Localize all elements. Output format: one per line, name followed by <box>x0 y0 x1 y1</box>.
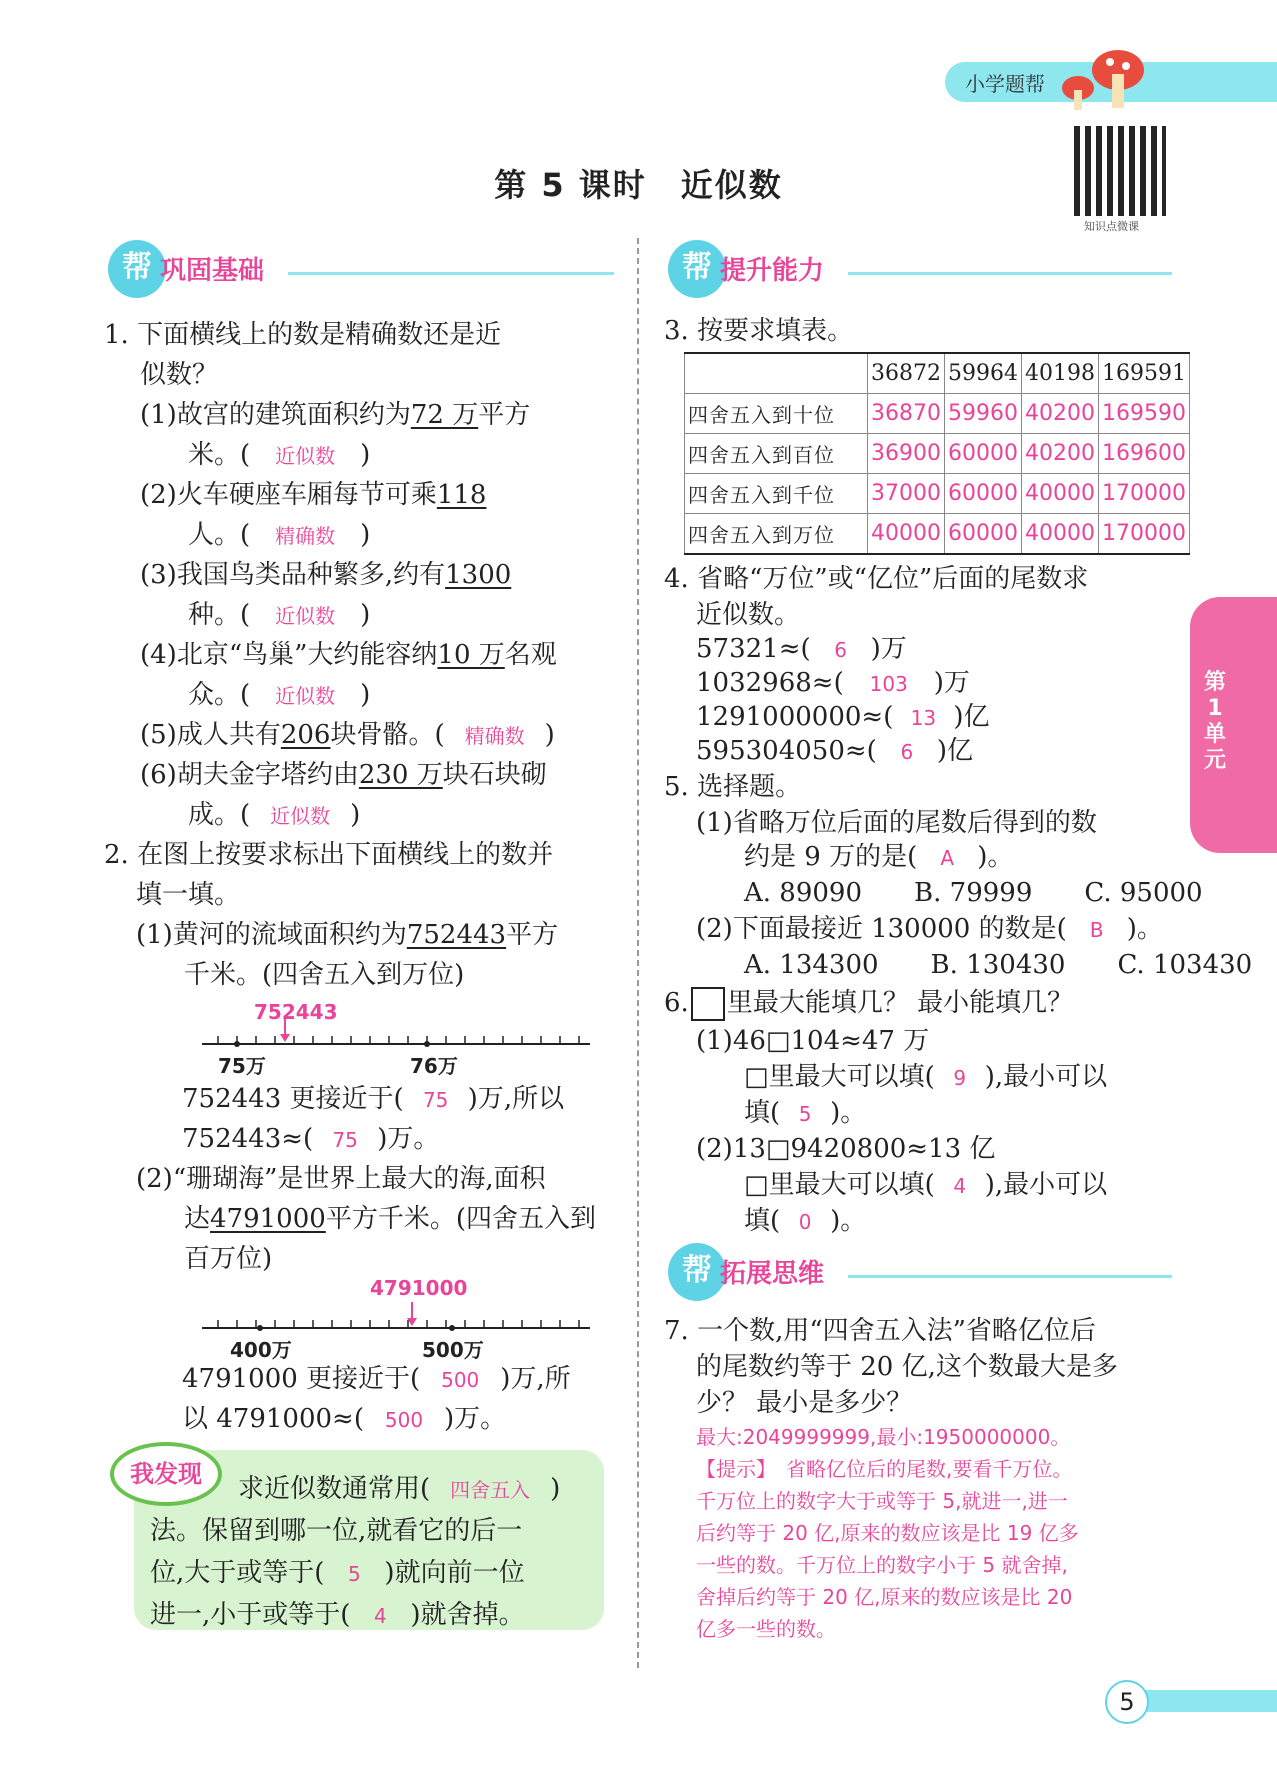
q7-answer: 最大:2049999999,最小:1950000000。 <box>696 1425 1071 1449</box>
table-cell: 169600 <box>1099 434 1190 474</box>
q4-row2: 1032968≈( 103 )万 <box>696 668 970 698</box>
q7-line3: 少？ 最小是多少？ <box>696 1388 913 1418</box>
row-label: 四舍五入到千位 <box>685 474 868 514</box>
page-title: 第 5 课时 近似数 <box>494 166 783 204</box>
section-improve <box>668 240 1172 296</box>
table-cell: 169590 <box>1099 394 1190 434</box>
table-cell: 40200 <box>1022 434 1099 474</box>
q2-part2-approx: 以 4791000≈( 500 )万。 <box>182 1404 507 1434</box>
unit-tab-label: 第1单元 <box>1203 670 1226 773</box>
page-bar <box>1140 1690 1277 1712</box>
q2-part1-approx: 752443≈( 75 )万。 <box>182 1124 440 1154</box>
number-line-2-left: 400万 <box>230 1338 292 1362</box>
table-cell: 40000 <box>1022 514 1099 555</box>
q1-item5: (5)成人共有206块骨骼。( 精确数 ) <box>140 720 555 750</box>
q5-part1-line1: (1)省略万位后面的尾数后得到的数 <box>696 808 1097 838</box>
q4-line1: 4. 省略“万位”或“亿位”后面的尾数求 <box>664 564 1089 594</box>
q1-line2: 似数？ <box>140 360 219 390</box>
q4-row4: 595304050≈( 6 )亿 <box>696 736 973 766</box>
q7-hint5: 舍掉后约等于 20 亿,原来的数应该是比 20 <box>696 1585 1073 1609</box>
q2-line1: 2. 在图上按要求标出下面横线上的数并 <box>104 840 554 870</box>
column-divider <box>637 238 639 1668</box>
q7-hint6: 亿多一些的数。 <box>696 1617 836 1641</box>
table-header-cell: 59964 <box>945 353 1022 394</box>
q5-part2-options: A. 134300 B. 130430 C. 103430 <box>744 950 1253 980</box>
q6-part2-line1: (2)13□9420800≈13 亿 <box>696 1134 996 1164</box>
row-label: 四舍五入到万位 <box>685 514 868 555</box>
q1-item6-answer: 成。( 近似数 ) <box>188 800 361 830</box>
table-row <box>685 474 1190 514</box>
qr-code[interactable] <box>1074 126 1166 216</box>
mushroom-icon <box>1060 44 1150 114</box>
q1-item3: (3)我国鸟类品种繁多,约有1300 <box>140 560 512 590</box>
q4-row1: 57321≈( 6 )万 <box>696 634 907 664</box>
discover-line1: 求近似数通常用( 四舍五入 ) <box>238 1474 561 1504</box>
section-rule <box>288 272 614 275</box>
q4-row3: 1291000000≈( 13 )亿 <box>696 702 990 732</box>
table-cell: 40000 <box>868 514 945 555</box>
section-rule <box>848 272 1172 275</box>
table-cell: 170000 <box>1099 474 1190 514</box>
page-number: 5 <box>1105 1680 1149 1724</box>
table-header-row <box>685 353 1190 394</box>
table-cell: 60000 <box>945 474 1022 514</box>
q2-part2-closer: 4791000 更接近于( 500 )万,所 <box>182 1364 571 1394</box>
table-header-cell: 36872 <box>868 353 945 394</box>
section-expand <box>668 1243 1172 1299</box>
discover-line3: 位,大于或等于( 5 )就向前一位 <box>150 1558 525 1588</box>
table-cell: 170000 <box>1099 514 1190 555</box>
qr-label: 知识点微课 <box>1084 220 1139 233</box>
section-title: 提升能力 <box>720 256 825 286</box>
q2-line2: 填一填。 <box>136 880 241 910</box>
table-row <box>685 394 1190 434</box>
section-title: 拓展思维 <box>720 1259 825 1289</box>
row-label: 四舍五入到百位 <box>685 434 868 474</box>
q2-part2-line3: 百万位) <box>184 1244 273 1274</box>
q1-item2: (2)火车硬座车厢每节可乘118 <box>140 480 487 510</box>
section-badge: 帮 <box>668 240 726 298</box>
q1-item4-answer: 众。( 近似数 ) <box>188 680 371 710</box>
number-line-1-right: 76万 <box>410 1054 458 1078</box>
section-badge: 帮 <box>668 1243 726 1301</box>
table-header-cell: 40198 <box>1022 353 1099 394</box>
q1-item4: (4)北京“鸟巢”大约能容纳10 万名观 <box>140 640 557 670</box>
section-rule <box>848 1275 1172 1278</box>
q2-part1-line1: (1)黄河的流域面积约为752443平方 <box>136 920 559 950</box>
q7-hint4: 一些的数。千万位上的数字小于 5 就舍掉, <box>696 1553 1068 1577</box>
table-cell: 37000 <box>868 474 945 514</box>
table-row <box>685 434 1190 474</box>
number-line-1-left: 75万 <box>218 1054 266 1078</box>
table-corner <box>685 353 868 394</box>
q5-part1-line2: 约是 9 万的是( A )。 <box>744 842 1014 872</box>
row-label: 四舍五入到十位 <box>685 394 868 434</box>
table-header-cell: 169591 <box>1099 353 1190 394</box>
discover-line4: 进一,小于或等于( 4 )就舍掉。 <box>150 1600 525 1630</box>
q1-line1: 1. 下面横线上的数是精确数还是近 <box>104 320 502 350</box>
section-badge: 帮 <box>108 240 166 298</box>
q2-part1-closer: 752443 更接近于( 75 )万,所以 <box>182 1084 565 1114</box>
q6-title: 6. 里最大能填几？ 最小能填几？ <box>664 986 1073 1021</box>
q7-hint2: 千万位上的数字大于或等于 5,就进一,进一 <box>696 1489 1068 1513</box>
table-row <box>685 514 1190 555</box>
q5-title: 5. 选择题。 <box>664 772 802 802</box>
number-line-2-right: 500万 <box>422 1338 484 1362</box>
table-cell: 36900 <box>868 434 945 474</box>
number-line-2-mark: 4791000 <box>370 1276 468 1300</box>
q6-part1-line3: 填( 5 )。 <box>744 1098 867 1128</box>
q1-item6: (6)胡夫金字塔约由230 万块石块砌 <box>140 760 547 790</box>
table-cell: 60000 <box>945 514 1022 555</box>
table-cell: 36870 <box>868 394 945 434</box>
q1-item2-answer: 人。( 精确数 ) <box>188 520 371 550</box>
table-cell: 40000 <box>1022 474 1099 514</box>
brand-label: 小学题帮 <box>965 72 1045 96</box>
rounding-table <box>684 352 1190 555</box>
q7-hint3: 后约等于 20 亿,原来的数应该是比 19 亿多 <box>696 1521 1079 1545</box>
q2-part2-line2: 达4791000平方千米。(四舍五入到 <box>184 1204 596 1234</box>
q7-line1: 7. 一个数,用“四舍五入法”省略亿位后 <box>664 1316 1096 1346</box>
q1-item3-answer: 种。( 近似数 ) <box>188 600 371 630</box>
blank-box-icon <box>691 987 725 1021</box>
q6-part2-line3: 填( 0 )。 <box>744 1206 867 1236</box>
q7-line2: 的尾数约等于 20 亿,这个数最大是多 <box>696 1352 1118 1382</box>
q4-line2: 近似数。 <box>696 600 801 630</box>
number-line-1-mark: 752443 <box>254 1000 338 1024</box>
section-consolidate <box>108 240 614 296</box>
q6-part2-line2: □里最大可以填( 4 ),最小可以 <box>744 1170 1108 1200</box>
q3-title: 3. 按要求填表。 <box>664 316 854 346</box>
q2-part1-line2: 千米。(四舍五入到万位) <box>184 960 465 990</box>
discover-line2: 法。保留到哪一位,就看它的后一 <box>150 1516 523 1546</box>
q6-part1-line1: (1)46□104≈47 万 <box>696 1026 930 1056</box>
q2-part2-line1: (2)“珊瑚海”是世界上最大的海,面积 <box>136 1164 546 1194</box>
table-cell: 60000 <box>945 434 1022 474</box>
table-cell: 40200 <box>1022 394 1099 434</box>
q6-part1-line2: □里最大可以填( 9 ),最小可以 <box>744 1062 1108 1092</box>
q7-hint1: 【提示】 省略亿位后的尾数,要看千万位。 <box>696 1457 1073 1481</box>
q5-part1-options: A. 89090 B. 79999 C. 95000 <box>744 878 1203 908</box>
section-title: 巩固基础 <box>160 256 265 286</box>
table-cell: 59960 <box>945 394 1022 434</box>
q1-item1: (1)故宫的建筑面积约为72 万平方 <box>140 400 531 430</box>
discover-badge: 我发现 <box>110 1442 222 1506</box>
q5-part2-line1: (2)下面最接近 130000 的数是( B )。 <box>696 914 1163 944</box>
q1-item1-answer: 米。( 近似数 ) <box>188 440 371 470</box>
